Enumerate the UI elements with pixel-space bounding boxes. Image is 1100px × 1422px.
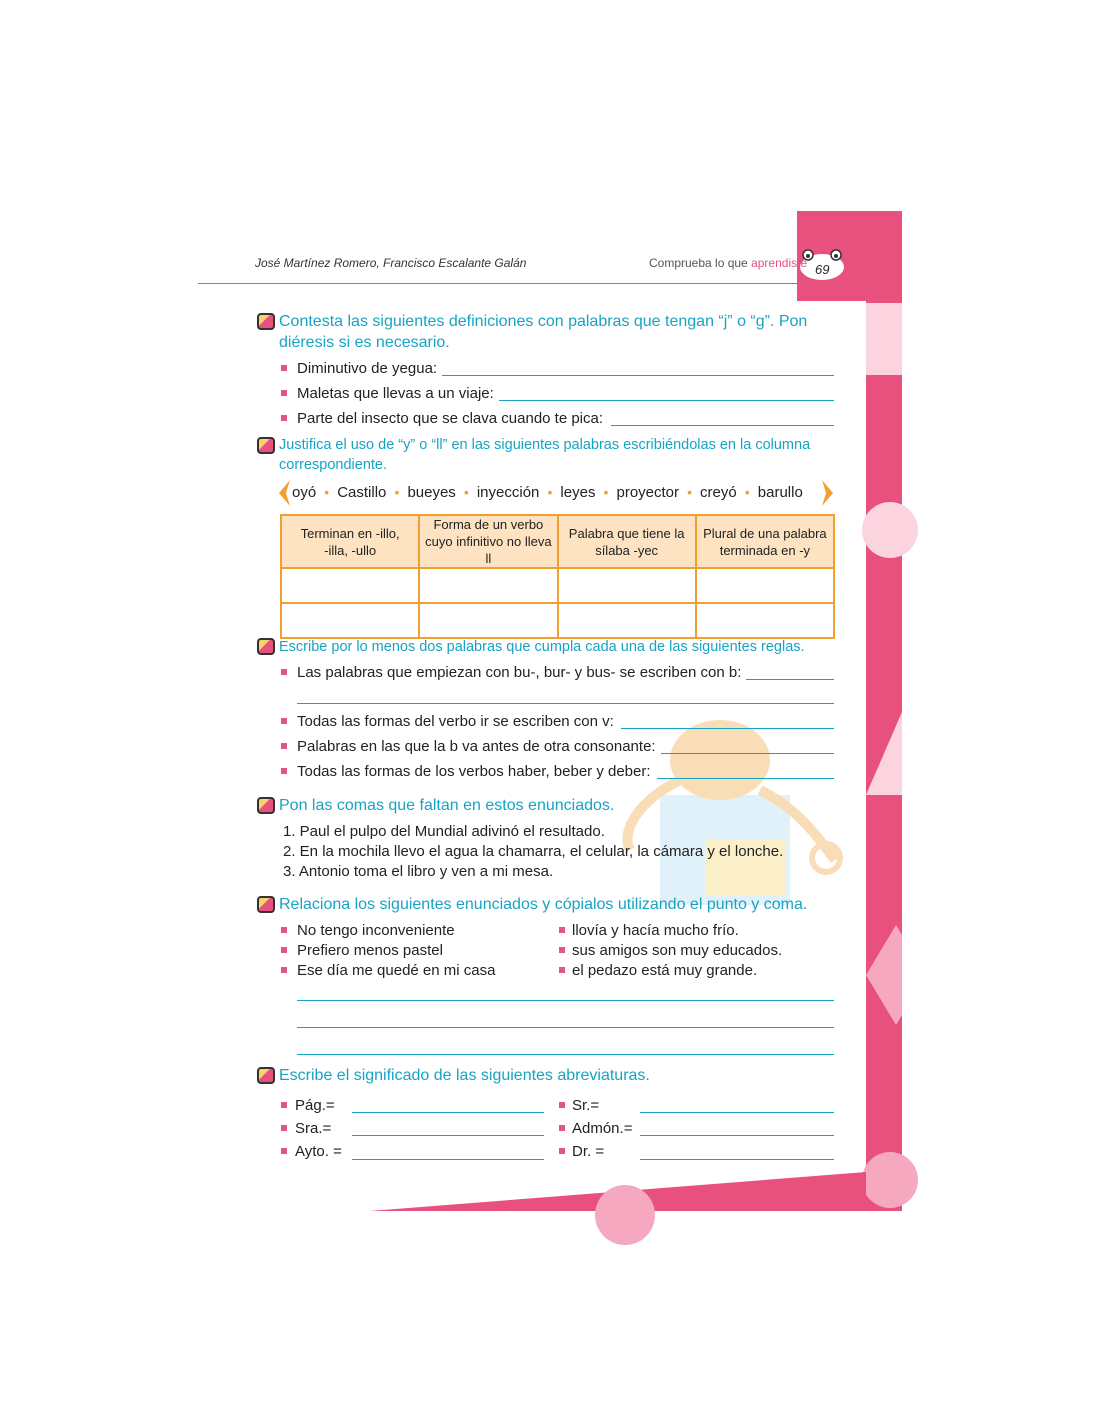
answer-line[interactable] (297, 703, 834, 704)
table-cell[interactable] (419, 603, 557, 638)
bullet (281, 718, 287, 724)
bullet (559, 927, 565, 933)
s1-title-1: Contesta las siguientes definiciones con palabras que tengan “j” o “g”. Pon (279, 313, 808, 330)
table-row (281, 603, 834, 638)
section-icon (257, 313, 275, 330)
answer-line[interactable] (297, 1000, 834, 1001)
s3-item-2: Todas las formas del verbo ir se escriben con v: (297, 713, 614, 730)
section-prefix: Comprueba lo que (649, 256, 752, 270)
answer-line[interactable] (297, 1027, 834, 1028)
table-cell[interactable] (419, 568, 557, 603)
word: Castillo (337, 484, 387, 501)
answer-line[interactable] (352, 1112, 544, 1113)
separator-dot: • (459, 484, 473, 500)
header-divider (198, 283, 798, 284)
column-header: Plural de una palabra terminada en -y (696, 515, 834, 568)
answer-line[interactable] (640, 1135, 834, 1136)
authors: José Martínez Romero, Francisco Escalante Galán (255, 256, 527, 270)
bullet (559, 1102, 565, 1108)
abbr-left-3: Ayto. = (295, 1143, 342, 1160)
bullet (281, 768, 287, 774)
word-list (292, 484, 803, 501)
separator-dot: • (543, 484, 557, 500)
bullet (281, 669, 287, 675)
abbr-left-2: Sra.= (295, 1120, 332, 1137)
bullet (559, 1148, 565, 1154)
bullet (281, 967, 287, 973)
separator-dot: • (320, 484, 334, 500)
s5-right-2: sus amigos son muy educados. (572, 942, 783, 959)
table-cell[interactable] (558, 603, 696, 638)
answer-line[interactable] (352, 1135, 544, 1136)
answer-line[interactable] (746, 679, 834, 680)
bullet (281, 947, 287, 953)
section-icon (257, 1067, 275, 1084)
column-header: Terminan en -illo, -illa, -ullo (281, 515, 419, 568)
s4-item-2: 2. En la mochila llevo el agua la chamarra, el celular, la cámara y el lonche. (283, 843, 784, 860)
answer-line[interactable] (621, 728, 834, 729)
section-icon (257, 896, 275, 913)
word: creyó (700, 484, 737, 501)
bullet (281, 927, 287, 933)
table-cell[interactable] (558, 568, 696, 603)
separator-dot: • (599, 484, 613, 500)
bullet (281, 415, 287, 421)
s2-title-1: Justifica el uso de “y” o “ll” en las siguientes palabras escribiéndolas en la columna (279, 437, 811, 453)
answer-line[interactable] (640, 1112, 834, 1113)
bullet (281, 1125, 287, 1131)
table-header-row (281, 515, 834, 568)
s3-item-1: Las palabras que empiezan con bu-, bur- y bus- se escriben con b: (297, 664, 742, 681)
s3-item-4: Todas las formas de los verbos haber, beber y deber: (297, 763, 651, 780)
bullet (281, 390, 287, 396)
answer-line[interactable] (499, 400, 834, 401)
word: barullo (757, 484, 803, 501)
table-row (281, 568, 834, 603)
s1-item-2: Maletas que llevas a un viaje: (297, 385, 494, 402)
abbr-right-1: Sr.= (572, 1097, 600, 1114)
word: leyes (560, 484, 596, 501)
s1-item-1: Diminutivo de yegua: (297, 360, 438, 377)
s1-item-3: Parte del insecto que se clava cuando te pica: (297, 410, 604, 427)
s4-title: Pon las comas que faltan en estos enunciados. (279, 797, 615, 814)
separator-dot: • (683, 484, 696, 500)
s2-title-2: correspondiente. (279, 457, 388, 473)
s5-title: Relaciona los siguientes enunciados y cópialos utilizando el punto y coma. (279, 896, 808, 913)
bullet (281, 1102, 287, 1108)
section-title (649, 256, 807, 270)
bullet (281, 1148, 287, 1154)
page-number: 69 (815, 262, 830, 277)
word: proyector (616, 484, 680, 501)
section-icon (257, 638, 275, 655)
abbr-right-3: Dr. = (572, 1143, 605, 1160)
separator-dot: • (740, 484, 754, 500)
table-cell[interactable] (696, 568, 834, 603)
answer-line[interactable] (657, 778, 834, 779)
octopus-illustration (627, 720, 840, 905)
s6-title: Escribe el significado de las siguientes abreviaturas. (279, 1067, 650, 1084)
s4-item-3: 3. Antonio toma el libro y ven a mi mesa. (283, 863, 554, 880)
abbr-left-1: Pág.= (295, 1097, 335, 1114)
bullet (281, 365, 287, 371)
answer-line[interactable] (640, 1159, 834, 1160)
answer-line[interactable] (611, 425, 834, 426)
section-accent: aprendiste (751, 256, 808, 270)
word: inyección (476, 484, 540, 501)
s5-right-3: el pedazo está muy grande. (572, 962, 758, 979)
bullet (559, 947, 565, 953)
s3-item-3: Palabras en las que la b va antes de otra consonante: (297, 738, 656, 755)
separator-dot: • (390, 484, 404, 500)
column-header: Forma de un verbo cuyo infinitivo no lleva ll (419, 515, 557, 568)
word: bueyes (407, 484, 456, 501)
table-cell[interactable] (281, 603, 419, 638)
answer-line[interactable] (352, 1159, 544, 1160)
section-icon (257, 797, 275, 814)
section-icon (257, 437, 275, 454)
classification-table (280, 514, 835, 639)
s5-left-3: Ese día me quedé en mi casa (297, 962, 496, 979)
s1-title-2: diéresis si es necesario. (279, 334, 450, 351)
column-header: Palabra que tiene la sílaba -yec (558, 515, 696, 568)
s5-left-2: Prefiero menos pastel (297, 942, 443, 959)
answer-line[interactable] (661, 753, 834, 754)
s5-right-1: llovía y hacía mucho frío. (572, 922, 739, 939)
bullet (281, 743, 287, 749)
word: oyó (292, 484, 317, 501)
s4-item-1: 1. Paul el pulpo del Mundial adivinó el resultado. (283, 823, 605, 840)
answer-line[interactable] (442, 375, 834, 376)
bullet (559, 967, 565, 973)
s3-title: Escribe por lo menos dos palabras que cumpla cada una de las siguientes reglas. (279, 639, 805, 655)
abbr-right-2: Admón.= (572, 1120, 633, 1137)
s5-left-1: No tengo inconveniente (297, 922, 455, 939)
bullet (559, 1125, 565, 1131)
table-cell[interactable] (696, 603, 834, 638)
table-cell[interactable] (281, 568, 419, 603)
answer-line[interactable] (297, 1054, 834, 1055)
